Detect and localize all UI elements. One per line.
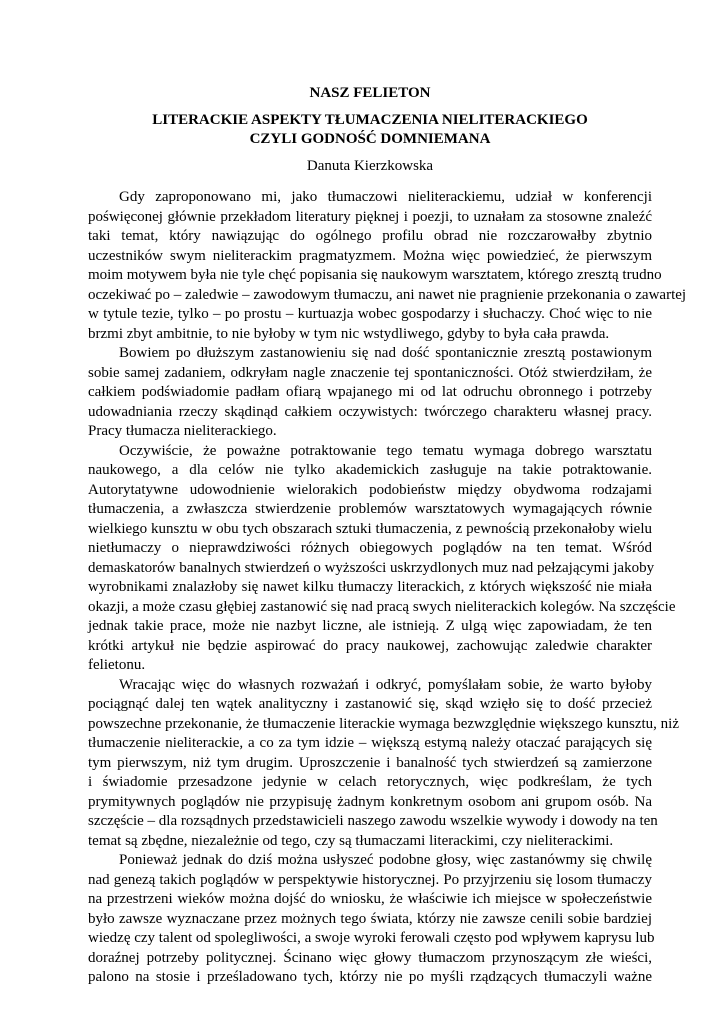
text-line: w tytule tezie, tylko – po prostu – kurtuazja wobec gospodarzy i słuchaczy. Choć więc to nie [88,306,652,322]
article-title-line-2: CZYLI GODNOŚĆ DOMNIEMANA [249,131,491,147]
text-line: krótki artykuł nie będzie aspirować do pracy naukowej, zachowując zaledwie charakter [88,637,652,654]
author-name: Danuta Kierzkowska [306,158,434,174]
text-line: uczestników swym nieliterackim pragmatyzmem. Można więc powiedzieć, że pierwszym [88,247,652,264]
text-line: palono na stosie i prześladowano tych, którzy nie po myśli rządzących tłumaczyli ważne [88,969,652,985]
article-body [88,188,687,988]
text-line: Gdy zaproponowano mi, jako tłumaczowi nieliterackiemu, udział w konferencji [119,189,652,205]
text-line: tłumaczenia, a zwłaszcza stwierdzenie problemów warsztatowych wymagających równie [88,501,652,517]
text-line: naukowego, a dla celów nie tylko akademickich zasługuje na takie potraktowanie. [88,462,652,478]
text-line: nietłumaczy o nieprawdziwości różnych obiegowych poglądów na ten temat. Wśród [88,540,652,556]
text-line: powszechne przekonanie, że tłumaczenie literackie wymaga bezwzględnie większego kunsztu, niż [88,715,679,732]
text-line: i świadomie przesadzone jedynie w celach retorycznych, więc podkreślam, że tych [88,774,652,790]
text-line: tłumaczenie nieliterackie, a co za tym idzie – większą estymą należy otaczać parających się [88,735,652,751]
text-line: Autorytatywne udowodnienie wielorakich podobieństw między obydwoma rodzajami [88,481,652,498]
paragraph [88,442,676,676]
text-line: całkiem podświadomie padłam ofiarą wpajanego mi od lat odruchu obronnego i potrzeby [88,384,652,400]
paragraph [88,851,655,988]
text-line: wielkiego kunsztu w obu tych obszarach sztuki tłumaczenia, z pewnością przekonałoby wielu [88,520,652,537]
text-line: Bowiem po dłuższym zastanowieniu się nad dość spontanicznie zresztą postawionym [119,345,652,361]
text-line: Pracy tłumacza nieliterackiego. [88,423,277,439]
paragraph [88,676,679,852]
paragraph [88,344,652,442]
text-line: taki temat, który nawiązując do ogólnego profilu obrad nie rozczarowałby zbytnio [88,228,652,244]
text-line: prymitywnych poglądów nie przypisuję żadnym konkretnym osobom ani grupom osób. Na [88,793,652,810]
document-page [88,84,687,988]
text-line: Ponieważ jednak do dziś można usłyszeć podobne głosy, więc zastanówmy się chwilę [119,852,652,868]
text-line: Wracając więc do własnych rozważań i odkryć, pomyślałam sobie, że warto byłoby [119,676,652,693]
text-line: poświęconej głównie przekładom literatury pięknej i poezji, to uznałam za stosowne znaleźć [88,208,652,225]
text-line: Oczywiście, że poważne potraktowanie tego tematu wymaga dobrego warsztatu [119,442,652,459]
text-line: felietonu. [88,657,146,673]
text-line: było zawsze wyznaczane przez możnych tego świata, którzy nie zawsze cenili sobie bardziej [88,910,652,927]
text-line: brzmi zbyt ambitnie, to nie byłoby w tym nic wstydliwego, gdyby to była cała prawda. [88,325,610,342]
text-line: oczekiwać po – zaledwie – zawodowym tłumaczu, ani nawet nie pragnienie przekonania o zawartej [88,286,687,303]
text-line: na przestrzeni wieków można dojść do wniosku, że właściwie ich miejsce w społeczeństwie [88,891,652,907]
text-line: okazji, a może czasu głębiej zastanowić się nad pracą swych nieliterackich kolegów. Na szczęście [88,598,676,615]
text-line: jednak takie prace, może nie nazbyt liczne, ale istnieją. Z ulgą więc zapowiadam, że ten [88,618,652,634]
text-line: sobie samej zadaniem, odkryłam nagle znaczenie tej spontaniczności. Otóż stwierdziłam, że [88,364,652,381]
text-line: moim motywem była nie tyle chęć popisania się naukowym warsztatem, którego zresztą trudno [88,267,662,283]
text-line: wiedzę czy talent od spolegliwości, a swoje wyroki ferowali często pod wpływem kaprysu lub [88,930,655,946]
text-line: pociągnąć dalej ten wątek analityczny i zastanowić się, skąd wzięło się to dość przecież [88,696,652,712]
article-title-line-1: LITERACKIE ASPEKTY TŁUMACZENIA NIELITERACKIEGO [152,112,588,128]
paragraph [88,188,687,344]
text-line: udowadniania rzeczy skądinąd całkiem oczywistych: twórczego charakteru własnej pracy. [88,403,652,420]
text-line: tym pierwszym, niż tym drugim. Uproszczenie i banalność tych stwierdzeń są zamierzone [88,754,652,771]
text-line: szczęście – dla rozsądnych przedstawicieli naszego zawodu wszelkie wywody i dowody na ten [88,813,658,829]
text-line: wyrobnikami znalazłoby się nawet kilku tłumaczy literackich, z których większość nie miała [88,579,652,595]
text-line: nad genezą takich poglądów w perspektywie historycznej. Po przyjrzeniu się losom tłumaczy [88,871,652,888]
article-title [88,111,652,149]
text-line: doraźnej potrzeby politycznej. Ścinano więc głowy tłumaczom przynoszącym złe wieści, [88,949,652,966]
section-label: NASZ FELIETON [309,85,431,101]
text-line: demaskatorów banalnych stwierdzeń o wyższości uskrzydlonych muz nad pełzającymi jakoby [88,559,655,576]
text-line: temat są zbędne, niezależnie od tego, czy są tłumaczami literackimi, czy nieliterackimi. [88,832,614,849]
